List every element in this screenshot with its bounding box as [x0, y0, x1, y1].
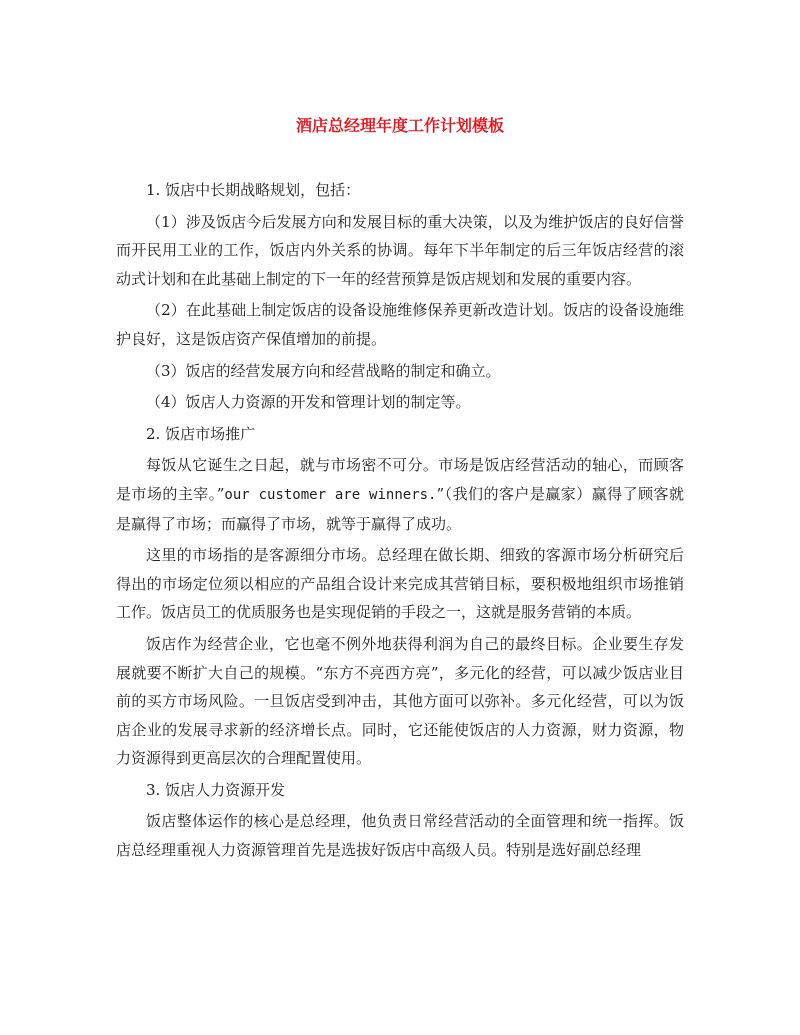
- paragraph-heading-1: 1. 饭店中长期战略规划，包括：: [146, 181, 361, 199]
- paragraph-hr: 饭店整体运作的核心是总经理，他负责日常经营活动的全面管理和统一指挥。饭店总经理重视人力资源管理首先是选拔好饭店中高级人员。特别是选好副总经理: [116, 812, 684, 860]
- market-text-part1: 每饭从它诞生之日起，就与市场密不可分。市场是饭店经营活动的轴心，而顾客是市场的主宰。”: [116, 456, 684, 503]
- market-text-part2: ”（我们的客户是赢家）赢得了顾客就是赢得了市场；而赢得了市场，就等于赢得了成功。: [116, 484, 685, 533]
- paragraph-item-4: （4）饭店人力资源的开发和管理计划的制定等。: [146, 393, 471, 412]
- paragraph-item-3: （3）饭店的经营发展方向和经营战略的制定和确立。: [146, 361, 501, 380]
- paragraph-diversification: 饭店作为经营企业，它也毫不例外地获得利润为自己的最终目标。企业要生存发展就要不断扩大自己的规模。“东方不亮西方亮”，多元化的经营，可以减少饭店业目前的买方市场风险。一旦饭店受到冲击，其他方面可以弥补。多元化经营，可以为饭店企业的发展寻求新的经济增长点。同时，它还能使饭店的人力资源，财力资源，物力资源得到更高层次的合理配置使用。: [116, 634, 684, 768]
- document-title: 酒店总经理年度工作计划模板: [295, 116, 504, 135]
- paragraph-item-1: （1）涉及饭店今后发展方向和发展目标的重大决策，以及为维护饭店的良好信誉而开民用工业的工作，饭店内外关系的协调。每年下半年制定的后三年饭店经营的滚动式计划和在此基础上制定的下一年的经营预算是饭店规划和发展的重要内容。: [116, 212, 684, 288]
- document-body: [116, 176, 684, 868]
- paragraph-heading-3: 3. 饭店人力资源开发: [146, 780, 286, 799]
- paragraph-item-2: （2）在此基础上制定饭店的设备设施维修保养更新改造计划。饭店的设备设施维护良好，这是饭店资产保值增加的前提。: [116, 301, 684, 348]
- paragraph-market: [116, 451, 684, 538]
- paragraph-segment-market: 这里的市场指的是客源细分市场。总经理在做长期、细致的客源市场分析研究后得出的市场定位须以相应的产品组合设计来完成其营销目标，要积极地组织市场推销工作。饭店员工的优质服务也是实现促销的手段之一，这就是服务营销的本质。: [116, 546, 684, 622]
- market-motto: our customer are winners.: [224, 486, 437, 503]
- paragraph-heading-2: 2. 饭店市场推广: [146, 424, 256, 443]
